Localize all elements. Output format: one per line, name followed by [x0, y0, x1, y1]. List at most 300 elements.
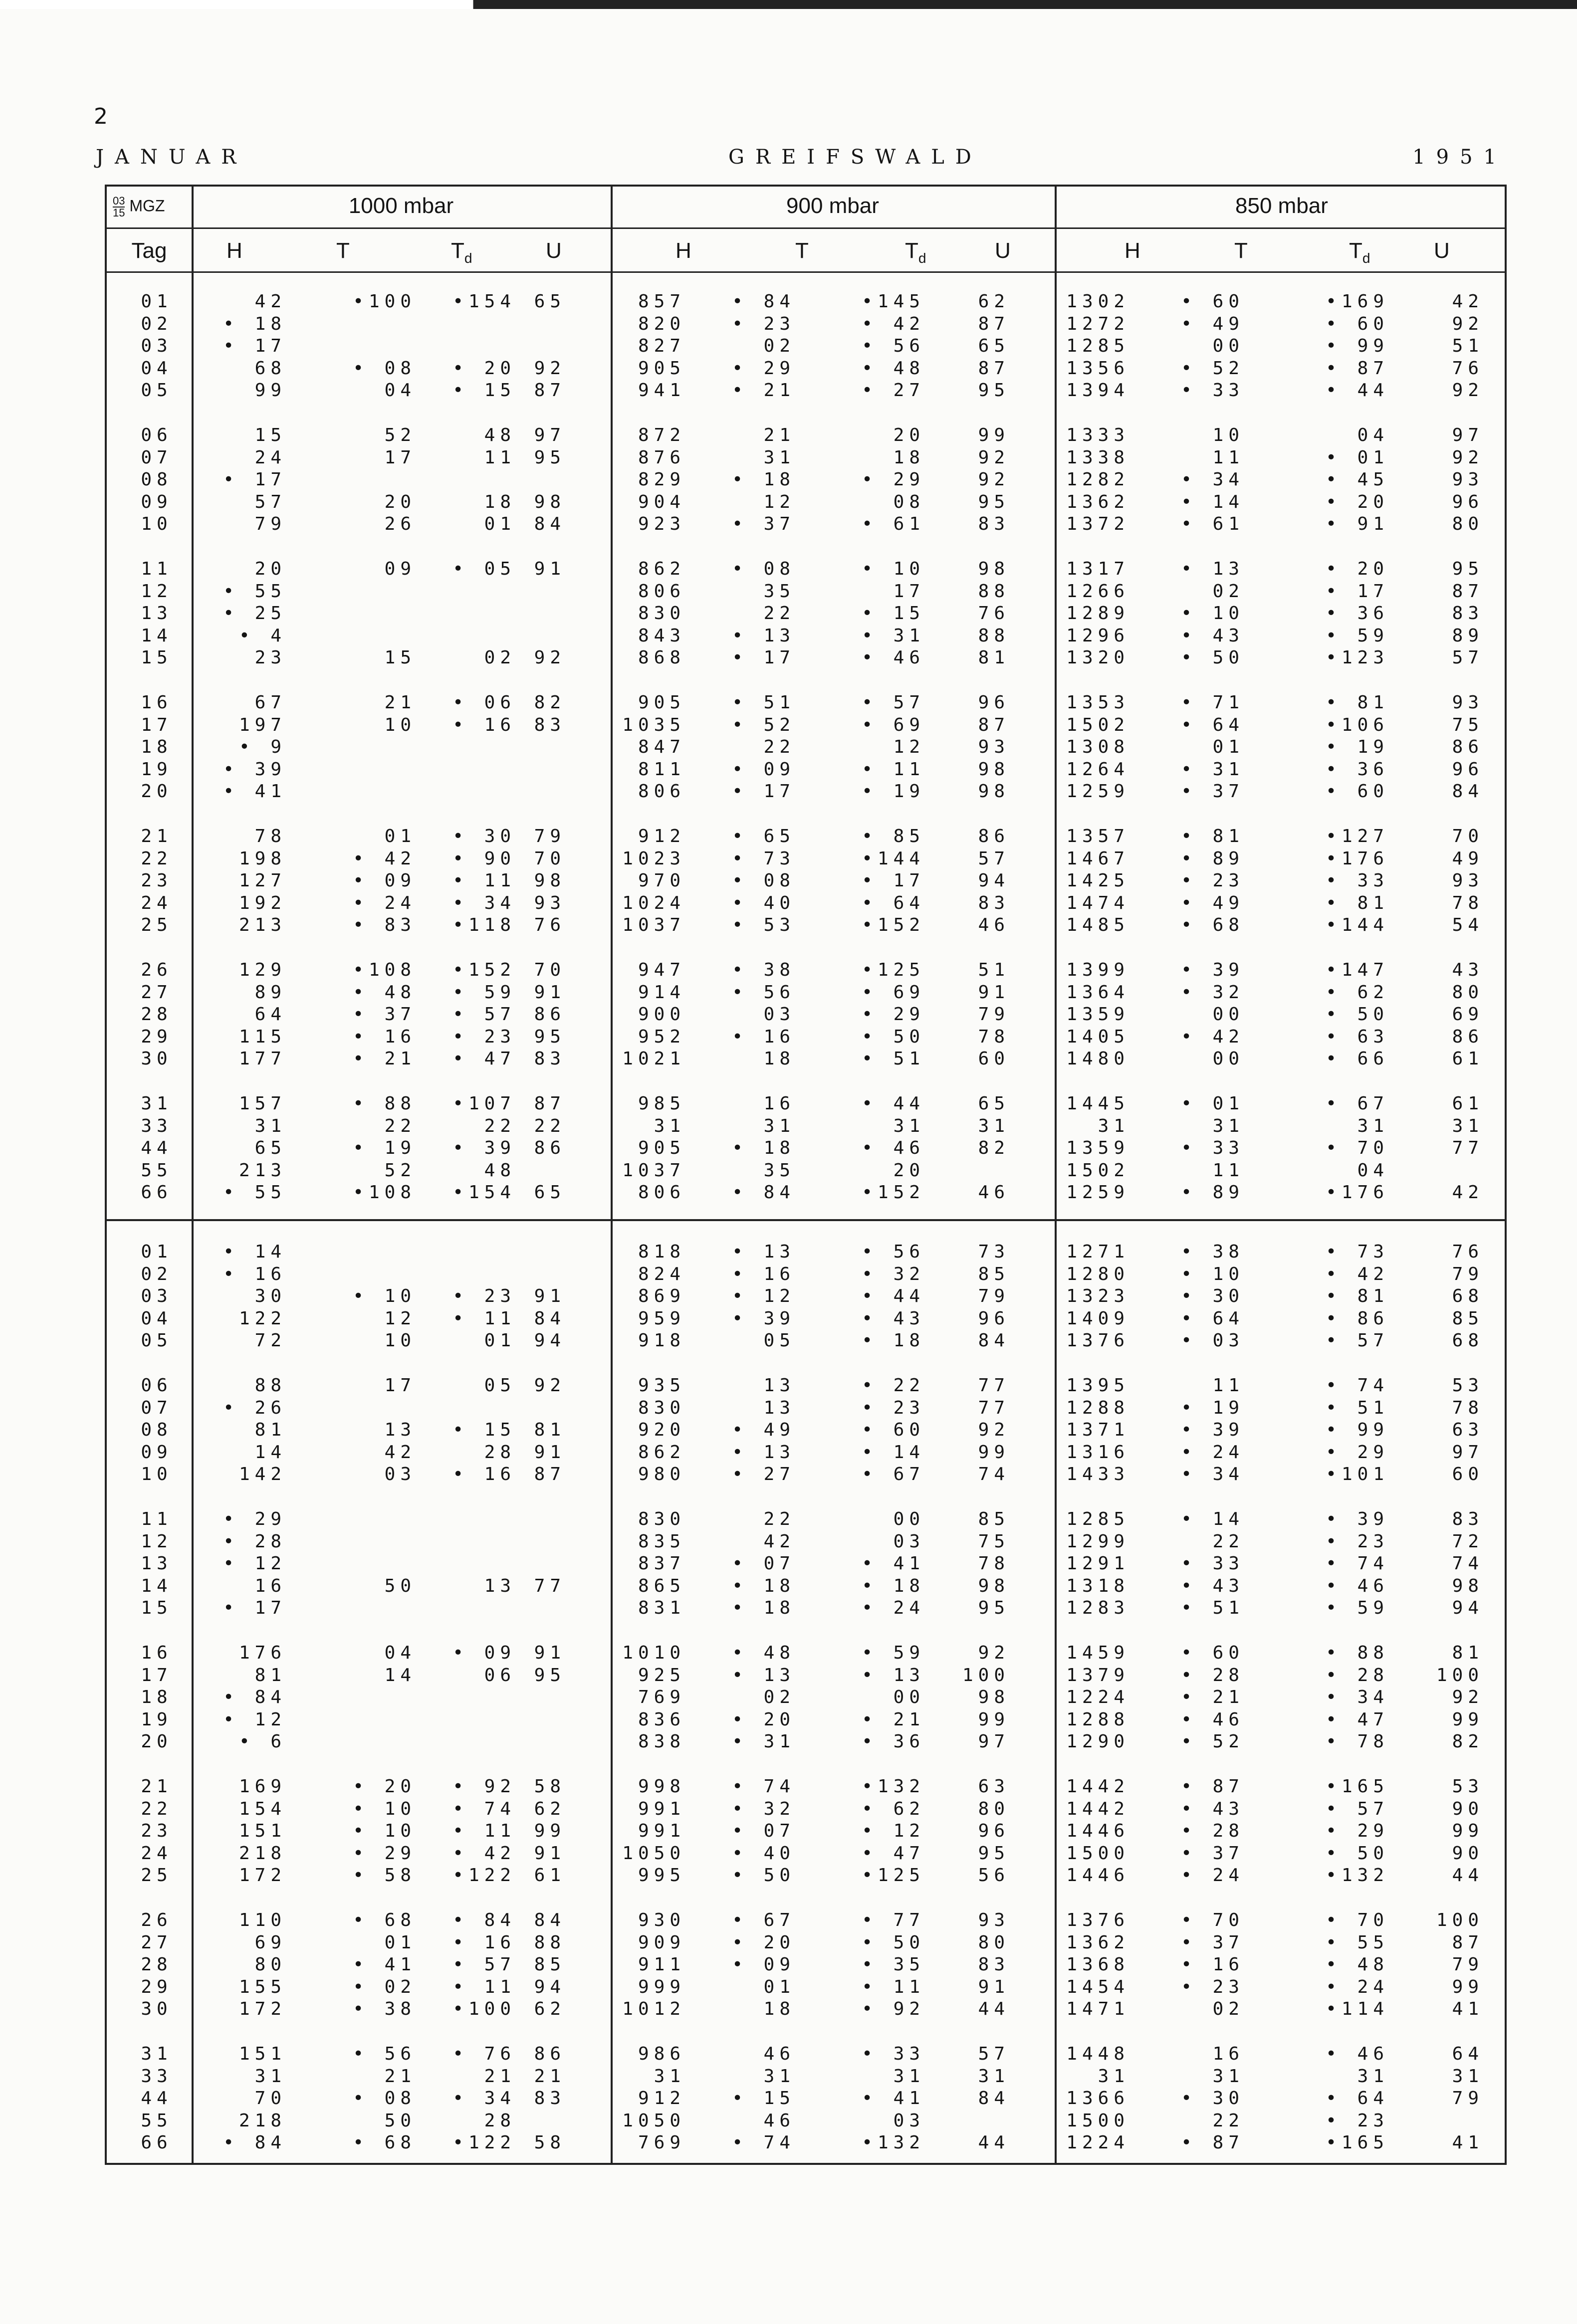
- value-td-level-1000: •107: [452, 1093, 516, 1114]
- table-row: [107, 715, 1505, 737]
- value-h-level-900: 872: [638, 425, 685, 445]
- value-u-level-1000: 91: [534, 1442, 566, 1463]
- value-h-level-900: 941: [638, 380, 685, 401]
- value-t-level-900: 18: [763, 1049, 795, 1069]
- value-t-level-900: • 49: [732, 1420, 795, 1441]
- value-h-level-900: 980: [638, 1464, 685, 1485]
- value-t-level-900: • 21: [732, 380, 795, 401]
- value-t-level-1000: 14: [384, 1665, 416, 1686]
- value-td-level-850: • 20: [1326, 559, 1389, 579]
- value-u-level-900: 92: [978, 447, 1010, 468]
- table-row: [107, 314, 1505, 336]
- value-u-level-900: 91: [978, 1976, 1010, 1997]
- value-td-level-1000: • 23: [452, 1026, 516, 1047]
- value-t-level-1000: • 83: [353, 915, 416, 936]
- value-u-level-1000: 84: [534, 1910, 566, 1930]
- value-td-level-1000: • 11: [452, 1976, 516, 1997]
- day-cell: 16: [141, 692, 173, 713]
- table-row: [107, 1464, 1505, 1486]
- value-td-level-900: • 11: [862, 759, 925, 780]
- value-h-level-900: 862: [638, 1442, 685, 1463]
- value-td-level-900: • 61: [862, 514, 925, 535]
- table-row: [107, 1027, 1505, 1049]
- table-row: [107, 759, 1505, 781]
- table-row: [107, 1398, 1505, 1420]
- day-cell: 03: [141, 336, 173, 357]
- day-cell: 30: [141, 1049, 173, 1069]
- value-h-level-1000: • 17: [223, 336, 286, 357]
- day-cell: 18: [141, 1687, 173, 1708]
- table-row: [107, 737, 1505, 759]
- value-td-level-1000: • 20: [452, 358, 516, 379]
- value-td-level-850: • 57: [1326, 1798, 1389, 1819]
- value-td-level-850: •165: [1326, 2132, 1389, 2153]
- value-td-level-850: 04: [1357, 1160, 1389, 1181]
- page-number: 2: [94, 104, 108, 129]
- year-heading: 1951: [1412, 146, 1507, 169]
- value-td-level-850: • 59: [1326, 625, 1389, 646]
- value-u-level-850: 68: [1452, 1330, 1484, 1351]
- value-td-level-850: 31: [1357, 1115, 1389, 1136]
- value-td-level-900: • 21: [862, 1709, 925, 1730]
- value-td-level-900: •152: [862, 1182, 925, 1203]
- value-h-level-900: 1037: [622, 915, 685, 936]
- value-h-level-900: 905: [638, 358, 685, 379]
- value-td-level-850: • 46: [1326, 1575, 1389, 1596]
- value-t-level-900: 46: [763, 2044, 795, 2064]
- value-t-level-1000: 09: [384, 559, 416, 579]
- table-row: [107, 870, 1505, 892]
- value-h-level-900: 925: [638, 1665, 685, 1686]
- table-row: [107, 469, 1505, 491]
- value-h-level-850: 1318: [1066, 1575, 1129, 1596]
- value-td-level-900: 17: [893, 581, 925, 602]
- value-td-level-1000: 02: [484, 647, 516, 668]
- table-row: [107, 1286, 1505, 1308]
- value-h-level-900: 912: [638, 826, 685, 846]
- value-td-level-850: • 23: [1326, 2110, 1389, 2131]
- value-t-level-1000: •108: [353, 1182, 416, 1203]
- value-h-level-1000: • 41: [223, 781, 286, 802]
- value-td-level-1000: 18: [484, 491, 516, 512]
- value-u-level-900: 57: [978, 848, 1010, 869]
- value-h-level-1000: • 29: [223, 1509, 286, 1529]
- value-t-level-850: • 43: [1181, 1798, 1244, 1819]
- value-h-level-900: 829: [638, 469, 685, 490]
- value-t-level-1000: • 29: [353, 1843, 416, 1864]
- value-h-level-900: 920: [638, 1420, 685, 1441]
- value-td-level-900: •125: [862, 1865, 925, 1886]
- value-t-level-850: • 43: [1181, 625, 1244, 646]
- value-u-level-850: 51: [1452, 336, 1484, 357]
- value-u-level-850: 60: [1452, 1464, 1484, 1485]
- value-t-level-850: • 33: [1181, 1138, 1244, 1159]
- value-t-level-1000: 17: [384, 447, 416, 468]
- value-u-level-1000: 95: [534, 1665, 566, 1686]
- value-u-level-900: 98: [978, 1575, 1010, 1596]
- value-u-level-1000: 84: [534, 514, 566, 535]
- value-t-level-850: 11: [1212, 1160, 1244, 1181]
- value-u-level-900: 87: [978, 358, 1010, 379]
- value-td-level-850: • 46: [1326, 2044, 1389, 2064]
- value-td-level-850: • 99: [1326, 336, 1389, 357]
- value-u-level-900: 93: [978, 1910, 1010, 1930]
- value-u-level-900: 80: [978, 1798, 1010, 1819]
- value-h-level-1000: • 25: [223, 603, 286, 624]
- value-h-level-1000: 30: [254, 1286, 286, 1307]
- day-column-header: Tag: [131, 238, 167, 263]
- value-t-level-900: 18: [763, 1999, 795, 2020]
- value-u-level-900: 31: [978, 2066, 1010, 2087]
- table-row: [107, 893, 1505, 915]
- value-u-level-850: 86: [1452, 1026, 1484, 1047]
- value-td-level-850: • 42: [1326, 1264, 1389, 1284]
- value-t-level-1000: 01: [384, 826, 416, 846]
- value-t-level-850: • 61: [1181, 514, 1244, 535]
- day-cell: 06: [141, 1375, 173, 1396]
- value-t-level-850: • 81: [1181, 826, 1244, 846]
- value-t-level-900: • 53: [732, 915, 795, 936]
- day-cell: 55: [141, 2110, 173, 2131]
- value-h-level-1000: 67: [254, 692, 286, 713]
- value-u-level-900: 56: [978, 1865, 1010, 1886]
- value-u-level-1000: 92: [534, 647, 566, 668]
- col-header-u-level-1000: U: [546, 238, 562, 263]
- value-u-level-850: 75: [1452, 714, 1484, 735]
- value-u-level-1000: 86: [534, 1138, 566, 1159]
- value-u-level-900: 99: [978, 425, 1010, 445]
- value-td-level-900: • 56: [862, 1242, 925, 1262]
- value-h-level-900: 947: [638, 960, 685, 980]
- value-u-level-1000: 65: [534, 1182, 566, 1203]
- value-td-level-900: •145: [862, 291, 925, 312]
- value-t-level-850: • 28: [1181, 1821, 1244, 1842]
- table-row: [107, 1843, 1505, 1865]
- value-u-level-850: 96: [1452, 491, 1484, 512]
- value-t-level-1000: • 16: [353, 1026, 416, 1047]
- value-t-level-850: 22: [1212, 2110, 1244, 2131]
- value-t-level-900: • 17: [732, 781, 795, 802]
- value-h-level-850: 1320: [1066, 647, 1129, 668]
- value-td-level-1000: • 76: [452, 2044, 516, 2064]
- value-u-level-1000: 85: [534, 1954, 566, 1975]
- value-u-level-900: 75: [978, 1531, 1010, 1552]
- value-t-level-900: • 13: [732, 1242, 795, 1262]
- value-td-level-1000: • 57: [452, 1954, 516, 1975]
- table-row: [107, 1977, 1505, 1999]
- value-h-level-900: 904: [638, 491, 685, 512]
- value-u-level-850: 79: [1452, 1264, 1484, 1284]
- value-h-level-900: 970: [638, 870, 685, 891]
- value-u-level-850: 70: [1452, 826, 1484, 846]
- value-t-level-900: 12: [763, 491, 795, 512]
- value-t-level-850: 00: [1212, 1049, 1244, 1069]
- value-td-level-900: • 15: [862, 603, 925, 624]
- value-h-level-900: 824: [638, 1264, 685, 1284]
- value-u-level-850: 76: [1452, 1242, 1484, 1262]
- value-h-level-850: 1283: [1066, 1598, 1129, 1619]
- value-u-level-850: 90: [1452, 1843, 1484, 1864]
- value-u-level-900: 44: [978, 2132, 1010, 2153]
- table-row: [107, 1182, 1505, 1204]
- value-td-level-900: • 35: [862, 1954, 925, 1975]
- value-u-level-900: 96: [978, 1308, 1010, 1329]
- table-row: [107, 647, 1505, 669]
- table-row: [107, 1308, 1505, 1330]
- value-td-level-850: • 36: [1326, 759, 1389, 780]
- value-td-level-850: • 36: [1326, 603, 1389, 624]
- value-h-level-900: 1023: [622, 848, 685, 869]
- value-h-level-850: 1308: [1066, 737, 1129, 758]
- table-row: [107, 425, 1505, 447]
- value-t-level-900: • 07: [732, 1553, 795, 1574]
- value-h-level-850: 1405: [1066, 1026, 1129, 1047]
- value-td-level-900: • 11: [862, 1976, 925, 1997]
- value-td-level-1000: 28: [484, 2110, 516, 2131]
- value-u-level-850: 90: [1452, 1798, 1484, 1819]
- value-t-level-850: 11: [1212, 1375, 1244, 1396]
- value-t-level-900: • 07: [732, 1821, 795, 1842]
- value-h-level-850: 1338: [1066, 447, 1129, 468]
- value-h-level-850: 1362: [1066, 1932, 1129, 1953]
- day-cell: 07: [141, 447, 173, 468]
- value-u-level-1000: 58: [534, 1776, 566, 1797]
- value-t-level-900: • 29: [732, 358, 795, 379]
- value-h-level-1000: • 55: [223, 581, 286, 602]
- day-cell: 09: [141, 491, 173, 512]
- value-u-level-900: 99: [978, 1442, 1010, 1463]
- value-h-level-850: 1362: [1066, 491, 1129, 512]
- value-h-level-1000: 88: [254, 1375, 286, 1396]
- table-row: [107, 291, 1505, 313]
- day-cell: 05: [141, 380, 173, 401]
- value-td-level-850: • 64: [1326, 2088, 1389, 2109]
- value-t-level-900: 22: [763, 603, 795, 624]
- table-row: [107, 1442, 1505, 1464]
- value-td-level-850: •147: [1326, 960, 1389, 980]
- value-h-level-900: 1024: [622, 892, 685, 913]
- value-t-level-850: • 24: [1181, 1442, 1244, 1463]
- value-td-level-900: • 44: [862, 1093, 925, 1114]
- value-u-level-850: 87: [1452, 1932, 1484, 1953]
- value-t-level-850: • 49: [1181, 892, 1244, 913]
- value-h-level-1000: 172: [238, 1999, 286, 2020]
- value-u-level-850: 61: [1452, 1093, 1484, 1114]
- value-u-level-900: 96: [978, 1821, 1010, 1842]
- value-td-level-900: • 85: [862, 826, 925, 846]
- value-h-level-1000: 31: [254, 1115, 286, 1136]
- value-td-level-900: • 77: [862, 1910, 925, 1930]
- value-td-level-850: •106: [1326, 714, 1389, 735]
- value-h-level-1000: • 4: [238, 625, 286, 646]
- day-cell: 11: [141, 559, 173, 579]
- value-td-level-900: 08: [893, 491, 925, 512]
- value-u-level-900: 46: [978, 1182, 1010, 1203]
- value-td-level-900: • 29: [862, 1004, 925, 1025]
- value-td-level-850: •176: [1326, 1182, 1389, 1203]
- value-u-level-850: 76: [1452, 358, 1484, 379]
- value-u-level-850: 82: [1452, 1731, 1484, 1752]
- value-u-level-900: 92: [978, 469, 1010, 490]
- value-t-level-900: • 38: [732, 960, 795, 980]
- value-h-level-1000: 69: [254, 1932, 286, 1953]
- value-t-level-900: • 23: [732, 313, 795, 334]
- value-h-level-1000: 70: [254, 2088, 286, 2109]
- value-t-level-850: • 32: [1181, 982, 1244, 1003]
- value-h-level-900: 900: [638, 1004, 685, 1025]
- value-u-level-850: 44: [1452, 1865, 1484, 1886]
- value-u-level-1000: 98: [534, 491, 566, 512]
- value-td-level-1000: • 09: [452, 1643, 516, 1663]
- table-row: [107, 1553, 1505, 1575]
- value-t-level-1000: 04: [384, 380, 416, 401]
- value-td-level-850: •169: [1326, 291, 1389, 312]
- value-t-level-850: 22: [1212, 1531, 1244, 1552]
- value-h-level-1000: 142: [238, 1464, 286, 1485]
- value-u-level-1000: 76: [534, 915, 566, 936]
- value-h-level-850: 1357: [1066, 826, 1129, 846]
- day-cell: 44: [141, 2088, 173, 2109]
- day-cell: 02: [141, 1264, 173, 1284]
- day-cell: 18: [141, 737, 173, 758]
- value-td-level-900: • 19: [862, 781, 925, 802]
- value-u-level-850: 97: [1452, 425, 1484, 445]
- value-u-level-900: 65: [978, 1093, 1010, 1114]
- value-h-level-1000: 154: [238, 1798, 286, 1819]
- value-h-level-1000: 16: [254, 1575, 286, 1596]
- value-td-level-1000: • 16: [452, 714, 516, 735]
- value-u-level-900: 100: [962, 1665, 1010, 1686]
- value-h-level-850: 1317: [1066, 559, 1129, 579]
- value-td-level-850: • 57: [1326, 1330, 1389, 1351]
- value-h-level-850: 1454: [1066, 1976, 1129, 1997]
- day-cell: 14: [141, 625, 173, 646]
- value-h-level-1000: 42: [254, 291, 286, 312]
- value-h-level-900: 868: [638, 647, 685, 668]
- table-row: [107, 1954, 1505, 1976]
- value-h-level-900: 862: [638, 559, 685, 579]
- value-td-level-850: • 70: [1326, 1138, 1389, 1159]
- value-td-level-900: • 36: [862, 1731, 925, 1752]
- value-t-level-850: • 16: [1181, 1954, 1244, 1975]
- day-cell: 13: [141, 1553, 173, 1574]
- value-t-level-850: 10: [1212, 425, 1244, 445]
- value-td-level-900: 03: [893, 1531, 925, 1552]
- value-td-level-850: • 81: [1326, 892, 1389, 913]
- value-td-level-900: • 29: [862, 469, 925, 490]
- value-h-level-1000: • 28: [223, 1531, 286, 1552]
- value-td-level-900: • 33: [862, 2044, 925, 2064]
- value-t-level-900: • 13: [732, 625, 795, 646]
- value-u-level-850: 77: [1452, 1138, 1484, 1159]
- value-u-level-850: 99: [1452, 1976, 1484, 1997]
- value-h-level-1000: 80: [254, 1954, 286, 1975]
- value-h-level-1000: 20: [254, 559, 286, 579]
- value-h-level-850: 1264: [1066, 759, 1129, 780]
- value-u-level-850: 93: [1452, 870, 1484, 891]
- value-h-level-900: 857: [638, 291, 685, 312]
- day-cell: 03: [141, 1286, 173, 1307]
- value-u-level-900: 95: [978, 491, 1010, 512]
- table-row: [107, 848, 1505, 870]
- value-t-level-850: • 51: [1181, 1598, 1244, 1619]
- value-td-level-900: • 64: [862, 892, 925, 913]
- value-h-level-1000: • 17: [223, 469, 286, 490]
- value-t-level-900: 13: [763, 1375, 795, 1396]
- station-heading: GREIFSWALD: [728, 146, 982, 169]
- table-row: [107, 1138, 1505, 1160]
- value-u-level-900: 98: [978, 759, 1010, 780]
- value-td-level-900: • 31: [862, 625, 925, 646]
- value-h-level-900: 1035: [622, 714, 685, 735]
- day-cell: 07: [141, 1397, 173, 1418]
- value-h-level-900: 1037: [622, 1160, 685, 1181]
- day-cell: 33: [141, 2066, 173, 2087]
- value-t-level-850: • 50: [1181, 647, 1244, 668]
- day-cell: 06: [141, 425, 173, 445]
- value-u-level-1000: 91: [534, 982, 566, 1003]
- value-td-level-850: •127: [1326, 826, 1389, 846]
- value-u-level-1000: 91: [534, 1643, 566, 1663]
- value-u-level-900: 98: [978, 781, 1010, 802]
- value-td-level-900: •144: [862, 848, 925, 869]
- value-td-level-900: • 22: [862, 1375, 925, 1396]
- value-h-level-850: 1394: [1066, 380, 1129, 401]
- value-u-level-1000: 94: [534, 1976, 566, 1997]
- value-t-level-850: • 68: [1181, 915, 1244, 936]
- value-u-level-850: 100: [1436, 1665, 1484, 1686]
- value-t-level-1000: • 10: [353, 1286, 416, 1307]
- value-td-level-1000: 05: [484, 1375, 516, 1396]
- value-h-level-1000: • 9: [238, 737, 286, 758]
- table-row: [107, 1643, 1505, 1665]
- header-bottom-rule: [107, 271, 1505, 273]
- value-u-level-900: 97: [978, 1731, 1010, 1752]
- table-row: [107, 1531, 1505, 1553]
- value-u-level-900: 57: [978, 2044, 1010, 2064]
- table-row: [107, 1821, 1505, 1843]
- value-t-level-900: 02: [763, 1687, 795, 1708]
- value-t-level-850: • 52: [1181, 358, 1244, 379]
- value-h-level-1000: 79: [254, 514, 286, 535]
- value-u-level-900: 83: [978, 892, 1010, 913]
- value-t-level-900: • 20: [732, 1932, 795, 1953]
- value-td-level-900: • 57: [862, 692, 925, 713]
- value-td-level-850: •176: [1326, 848, 1389, 869]
- value-t-level-900: • 12: [732, 1286, 795, 1307]
- table-row: [107, 1375, 1505, 1397]
- subscript-d: d: [464, 250, 472, 266]
- value-t-level-1000: 10: [384, 1330, 416, 1351]
- value-t-level-850: • 71: [1181, 692, 1244, 713]
- table-row: [107, 447, 1505, 469]
- value-u-level-850: 97: [1452, 1442, 1484, 1463]
- value-u-level-850: 94: [1452, 1598, 1484, 1619]
- value-td-level-1000: • 23: [452, 1286, 516, 1307]
- value-t-level-900: 22: [763, 737, 795, 758]
- value-t-level-1000: 12: [384, 1308, 416, 1329]
- value-h-level-900: 830: [638, 1397, 685, 1418]
- value-td-level-900: • 48: [862, 358, 925, 379]
- value-h-level-1000: 64: [254, 1004, 286, 1025]
- value-t-level-900: • 17: [732, 647, 795, 668]
- table-row: [107, 1509, 1505, 1531]
- value-h-level-900: 930: [638, 1910, 685, 1930]
- value-td-level-900: • 50: [862, 1026, 925, 1047]
- value-t-level-850: 01: [1212, 737, 1244, 758]
- value-h-level-850: 1409: [1066, 1308, 1129, 1329]
- value-h-level-900: 911: [638, 1954, 685, 1975]
